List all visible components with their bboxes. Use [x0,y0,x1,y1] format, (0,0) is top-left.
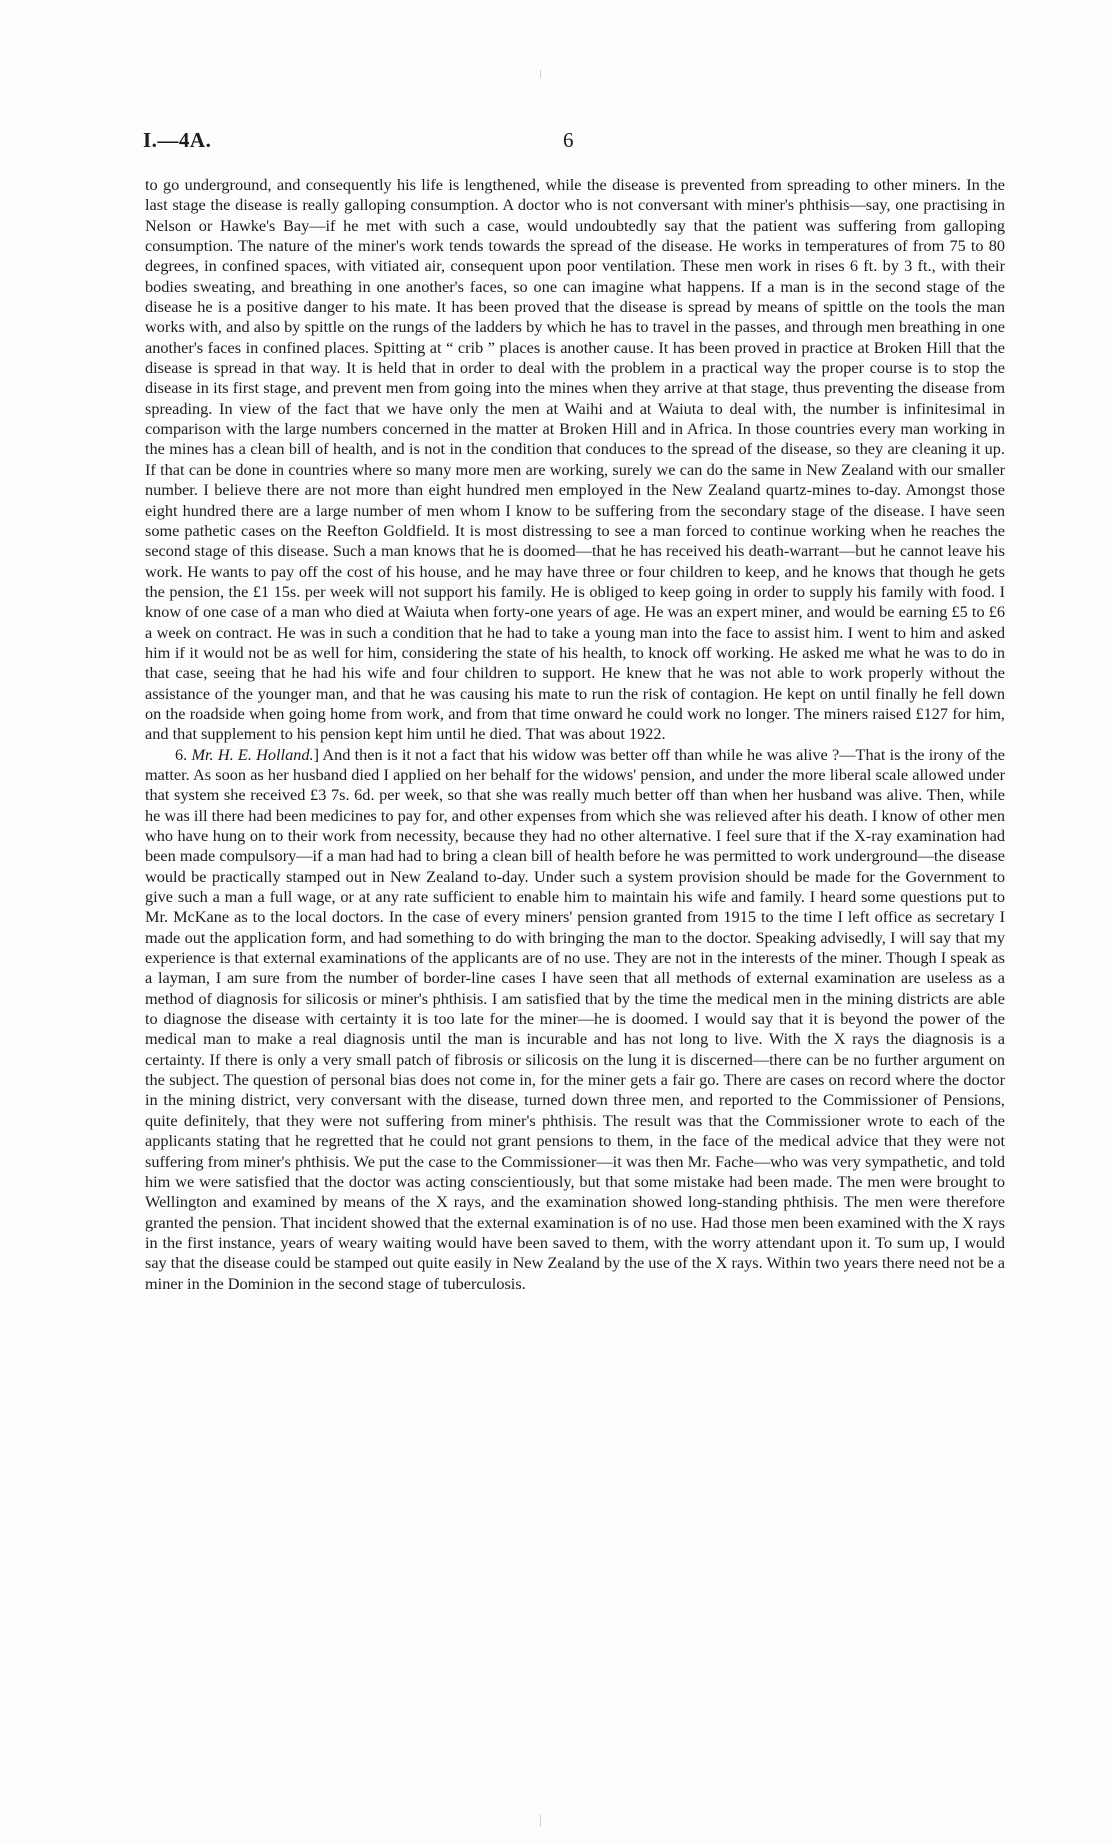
scan-mark-top [540,70,541,78]
paragraph-testimony-continued: to go underground, and consequently his life is lengthened, while the disease is prevented from spreading to other miners. In the last stage the disease is really galloping consumption. A doctor who is not conversant with miner's phthisis—say, one practising in Nelson or Hawke's Bay—if he met with such a case, would undoubtedly say that the patient was suffering from galloping consumption. The nature of the miner's work tends towards the spread of the disease. He works in temperatures of from 75 to 80 degrees, in confined spaces, with vitiated air, consequent upon poor ventilation. These men work in rises 6 ft. by 3 ft., with their bodies sweating, and breathing in one another's faces, so one can imagine what happens. If a man is in the second stage of the disease he is a positive danger to his mate. It has been proved that the disease is spread by means of spittle on the tools the man works with, and also by spittle on the rungs of the ladders by which he has to travel in the passes, and through men breathing in one another's faces in confined places. Spitting at “ crib ” places is another cause. It has been proved in practice at Broken Hill that the disease is spread in that way. It is held that in order to deal with the problem in a practical way the proper course is to stop the disease in its first stage, and prevent men from going into the mines when they arrive at that stage, thus preventing the disease from spreading. In view of the fact that we have only the men at Waihi and at Waiuta to deal with, the number is infinitesimal in comparison with the large numbers concerned in the matter at Broken Hill and in Africa. In those countries every man working in the mines has a clean bill of health, and is not in the condition that conduces to the spread of the disease, so they are cleaning it up. If that can be done in countries where so many more men are working, surely we can do the same in New Zealand with our smaller number. I believe there are not more than eight hundred men employed in the New Zealand quartz-mines to-day. Amongst those eight hundred there are a large number of men whom I know to be suffering from the secondary stage of the disease. I have seen some pathetic cases on the Reefton Goldfield. It is most distressing to see a man forced to continue working when he reaches the second stage of this disease. Such a man knows that he is doomed—that he has received his death-warrant—but he cannot leave his work. He wants to pay off the cost of his house, and he may have three or four children to keep, and he knows that though he gets the pension, the £1 15s. per week will not support his family. He is obliged to keep going in order to supply his family with food. I know of one case of a man who died at Waiuta when forty-one years of age. He was an expert miner, and would be earning £5 to £6 a week on contract. He was in such a condition that he had to take a young man into the face to assist him. I went to him and asked him if it would not be as well for him, considering the state of his health, to knock off working. He asked me what he was to do in that case, seeing that he had his wife and four children to support. He knew that he was not able to work properly without the assistance of the younger man, and that he was causing his mate to run the risk of contagion. He kept on until finally he fell down on the roadside when going home from work, and from that time onward he could work no longer. The miners raised £127 for him, and that supplement to his pension kept him until he died. That was about 1922. [145,175,1005,744]
paragraph-question-6 [145,745,1005,1294]
page-header [143,128,1003,158]
question-number: 6. [175,744,188,764]
answer-text: And then is it not a fact that his widow was better off than while he was alive ?—That is the irony of the matter. As soon as her husband died I applied on her behalf for the widows' pension, and under the more liberal scale allowed under that system she received £3 7s. 6d. per week, so that she was really much better off than when her husband was alive. Then, while he was ill there had been medicines to pay for, and other expenses from which she was relieved after his death. I know of other men who have hung on to their work from necessity, because they had no other alternative. I feel sure that if the X-ray examination had been made compulsory—if a man had had to bring a clean bill of health before he was permitted to work underground—the disease would be practically stamped out in New Zealand to-day. Under such a system provision should be made for the Government to give such a man a full wage, or at any rate sufficient to enable him to maintain his wife and family. I heard some questions put to Mr. McKane as to the local doctors. In the case of every miners' pension granted from 1915 to the time I left office as secretary I made out the application form, and had something to do with bringing the man to the doctor. Speaking advisedly, I will say that my experience is that external examinations of the applicants are of no use. They are not in the interests of the miner. Though I speak as a layman, I am sure from the number of border-line cases I have seen that all methods of external examination are useless as a method of diagnosis for silicosis or miner's phthisis. I am satisfied that by the time the medical men in the mining districts are able to diagnose the disease with certainty it is too late for the miner—he is doomed. I would say that it is beyond the power of the medical man to make a real diagnosis until the man is incurable and has not long to live. With the X rays the diagnosis is a certainty. If there is only a very small patch of fibrosis or silicosis on the lung it is discerned—there can be no further argument on the subject. The question of personal bias does not come in, for the miner gets a fair go. There are cases on record where the doctor in the mining district, very conversant with the disease, turned down three men, and reported to the Commissioner of Pensions, quite definitely, that they were not suffering from miner's phthisis. The result was that the Commissioner wrote to each of the applicants stating that he regretted that he could not grant pensions to them, in the face of the medical advice that they were not suffering from miner's phthisis. We put the case to the Commissioner—it was then Mr. Fache—who was very sympathetic, and told him we were satisfied that the doctor was acting conscientiously, but that some mistake had been made. The men were brought to Wellington and examined by means of the X rays, and the examination showed long-standing phthisis. The men were therefore granted the pension. That incident showed that the external examination is of no use. Had those men been examined with the X rays in the first instance, years of weary waiting would have been saved to them, with the worry attendant upon it. To sum up, I would say that the disease could be stamped out quite easily in New Zealand by the use of the X rays. Within two years there need not be a miner in the Dominion in the second stage of tuberculosis. [145,744,1006,1293]
questioner-bracket: ] [313,744,319,764]
page-number: 6 [563,128,574,152]
questioner-name: Mr. H. E. Holland. [191,744,314,764]
body-text [145,175,1005,1294]
scan-mark-bottom [540,1815,541,1827]
document-reference: I.—4A. [143,128,212,152]
